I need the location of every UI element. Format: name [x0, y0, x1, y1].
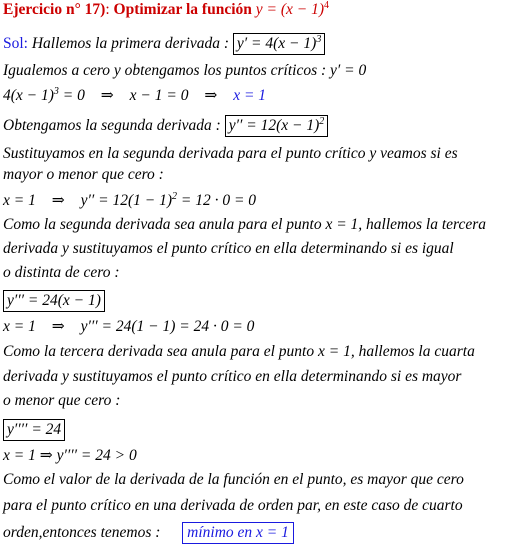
- title-colon: :: [105, 1, 110, 18]
- fourth-derivative-line: [3, 419, 65, 441]
- third-derivative-box: [3, 290, 105, 312]
- eval-x: x = 1: [3, 447, 36, 464]
- final-answer-box: [182, 522, 294, 544]
- function-formula: y = (x − 1): [255, 1, 325, 18]
- second-derivative-evaluation: [3, 191, 256, 211]
- substitute-text-line-2: mayor o menor que cero :: [3, 166, 164, 183]
- implies-arrow: ⇒: [51, 192, 65, 209]
- exercise-task: Optimizar la función: [113, 1, 252, 18]
- conclusion-line-3: [3, 522, 294, 544]
- first-derivative-intro: Hallemos la primera derivada :: [31, 35, 230, 52]
- third-derivative: y′′′ = 24(x − 1): [7, 292, 101, 309]
- conclusion-line-1: Como el valor de la derivada de la función en el punto, es mayor que cero: [3, 471, 464, 488]
- eval-expression: y′′ = 12(1 − 1): [80, 192, 172, 209]
- final-answer: mínimo en x = 1: [187, 524, 289, 541]
- exercise-number: Ejercicio n° 17): [3, 1, 106, 18]
- eval-x: x = 1: [3, 318, 36, 335]
- third-intro-line-3: o distinta de cero :: [3, 264, 120, 281]
- third-derivative-line: [3, 290, 105, 312]
- fourth-intro-line-3: o menor que cero :: [3, 392, 121, 409]
- eval-expression: y′′′ = 24(1 − 1) = 24 · 0 = 0: [80, 318, 255, 335]
- fourth-derivative-evaluation: [3, 446, 137, 466]
- critical-point-line: [3, 86, 266, 106]
- eval-x: x = 1: [3, 192, 36, 209]
- second-derivative-box: [225, 115, 329, 137]
- third-derivative-evaluation: [3, 317, 254, 337]
- fourth-intro-line-2: derivada y sustituyamos el punto crítico en ella determinando si es mayor: [3, 368, 462, 385]
- function-exponent: 4: [324, 0, 330, 11]
- implies-arrow: ⇒: [204, 87, 218, 104]
- eval-expression: y′′′′ = 24 > 0: [56, 447, 137, 464]
- first-derivative-exponent: 3: [316, 34, 322, 45]
- implies-arrow: ⇒: [51, 318, 65, 335]
- critical-step: x − 1 = 0: [129, 87, 189, 104]
- first-derivative: y′ = 4(x − 1): [236, 35, 317, 52]
- fourth-derivative-box: [3, 419, 65, 441]
- critical-exponent: 3: [53, 86, 59, 97]
- solution-prefix: Sol:: [3, 35, 28, 52]
- second-derivative-intro: Obtengamos la segunda derivada :: [3, 117, 221, 134]
- third-intro-line-2: derivada y sustituyamos el punto crítico en ella determinando si es igual: [3, 240, 454, 257]
- eval-rest: = 12 · 0 = 0: [180, 192, 257, 209]
- third-intro-line-1: Como la segunda derivada sea anula para el punto x = 1, hallemos la tercera: [3, 216, 487, 233]
- exercise-title: [3, 0, 329, 20]
- first-derivative-box: [233, 33, 325, 55]
- equate-line: Igualemos a cero y obtengamos los puntos críticos : y′ = 0: [3, 62, 367, 79]
- conclusion-text: orden,entonces tenemos :: [3, 524, 161, 541]
- implies-arrow: ⇒: [39, 447, 53, 464]
- critical-result: x = 1: [233, 87, 267, 104]
- substitute-text-line-1: Sustituyamos en la segunda derivada para el punto crítico y veamos si es: [3, 145, 458, 162]
- fourth-derivative: y′′′′ = 24: [7, 421, 62, 438]
- second-derivative-line: [3, 115, 328, 137]
- critical-equation: 4(x − 1): [3, 87, 54, 104]
- solution-line: [3, 33, 325, 55]
- fourth-intro-line-1: Como la tercera derivada sea anula para el punto x = 1, hallemos la cuarta: [3, 343, 475, 360]
- second-derivative-exponent: 2: [319, 116, 325, 127]
- conclusion-line-2: para el punto crítico en una derivada de orden par, en este caso de cuarto: [3, 497, 463, 514]
- critical-equation-rest: = 0: [62, 87, 85, 104]
- eval-exponent: 2: [172, 191, 177, 202]
- second-derivative: y′′ = 12(x − 1): [228, 117, 320, 134]
- implies-arrow: ⇒: [100, 87, 114, 104]
